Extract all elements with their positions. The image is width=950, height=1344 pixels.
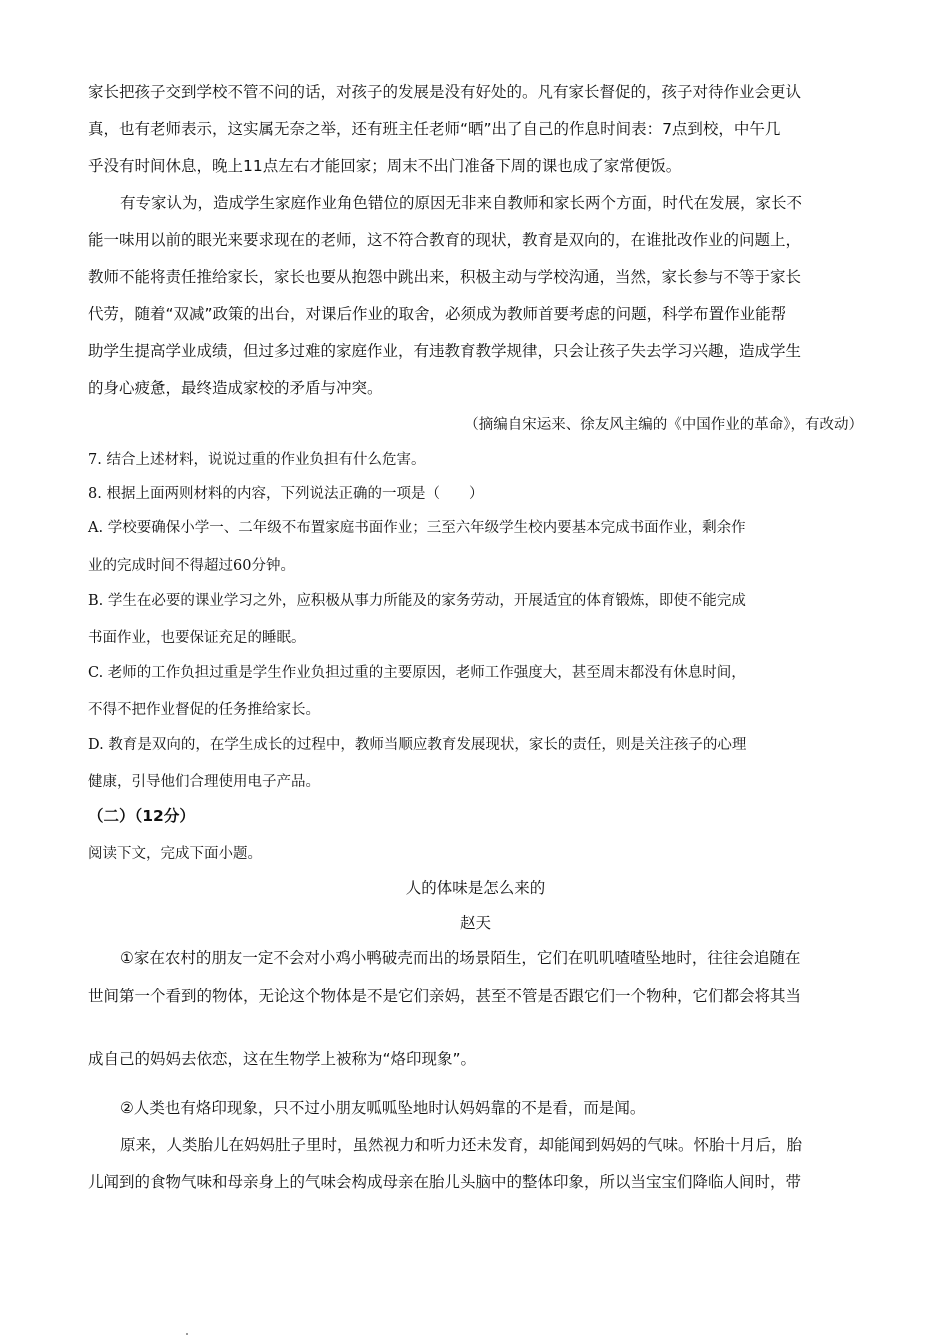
article-title: 人的体味是怎么来的 [405, 879, 546, 897]
option-b-line: 书面作业，也要保证充足的睡眠。 [88, 630, 306, 646]
passage-a-line: 的身心疲惫，最终造成家校的矛盾与冲突。 [88, 379, 383, 397]
article-line: 原来，人类胎儿在妈妈肚子里时，虽然视力和听力还未发育，却能闻到妈妈的气味。怀胎十月后，胎 [120, 1136, 803, 1154]
question-8: 8. 根据上面两则材料的内容，下列说法正确的一项是（ ） [88, 486, 484, 502]
passage-a-line: 教师不能将责任推给家长，家长也要从抱怨中跳出来，积极主动与学校沟通，当然，家长参与不等于家长 [88, 268, 802, 286]
passage-a-line: 能一味用以前的眼光来要求现在的老师，这不符合教育的现状，教育是双向的，在谁批改作业的问题上， [88, 231, 802, 249]
source-citation: （摘编自宋运来、徐友风主编的《中国作业的革命》，有改动） [464, 417, 863, 433]
article-author: 赵天 [459, 914, 491, 932]
option-d-line: 健康，引导他们合理使用电子产品。 [88, 774, 320, 790]
option-b-line: B. 学生在必要的课业学习之外，应积极从事力所能及的家务劳动，开展适宜的体育锻炼，即使不能完成 [88, 593, 746, 609]
article-line: 世间第一个看到的物体，无论这个物体是不是它们亲妈，甚至不管是否跟它们一个物种，它们都会将其当 [88, 987, 802, 1005]
option-a-line: 业的完成时间不得超过60分钟。 [88, 558, 295, 574]
passage-a-line: 乎没有时间休息，晚上11点左右才能回家；周末不出门准备下周的课也成了家常便饭。 [88, 157, 682, 175]
passage-a-line: 家长把孩子交到学校不管不问的话，对孩子的发展是没有好处的。凡有家长督促的，孩子对待作业会更认 [88, 83, 802, 101]
section-heading: （二）（12分） [88, 807, 195, 825]
option-d-line: D. 教育是双向的，在学生成长的过程中，教师当顺应教育发展现状，家长的责任，则是关注孩子的心理 [88, 737, 747, 753]
question-7: 7. 结合上述材料，说说过重的作业负担有什么危害。 [88, 452, 426, 468]
option-a-line: A. 学校要确保小学一、二年级不布置家庭书面作业；三至六年级学生校内要基本完成书面作业，剩余作 [88, 520, 746, 536]
page-dot [186, 1333, 188, 1335]
option-c-line: 不得不把作业督促的任务推给家长。 [88, 702, 320, 718]
reading-instruction: 阅读下文，完成下面小题。 [88, 846, 262, 862]
article-line: 儿闻到的食物气味和母亲身上的气味会构成母亲在胎儿头脑中的整体印象，所以当宝宝们降临人间时，带 [88, 1173, 802, 1191]
article-line: ①家在农村的朋友一定不会对小鸡小鸭破壳而出的场景陌生，它们在叽叽喳喳坠地时，往往会追随在 [120, 949, 801, 967]
option-c-line: C. 老师的工作负担过重是学生作业负担过重的主要原因，老师工作强度大，甚至周末都没有休息时间， [88, 665, 746, 681]
article-line: ②人类也有烙印现象，只不过小朋友呱呱坠地时认妈妈靠的不是看，而是闻。 [120, 1099, 646, 1117]
passage-a-line: 真，也有老师表示，这实属无奈之举，还有班主任老师“晒”出了自己的作息时间表：7点到校，中午几 [88, 120, 781, 138]
passage-a-line: 助学生提高学业成绩，但过多过难的家庭作业，有违教育教学规律，只会让孩子失去学习兴趣，造成学生 [88, 342, 802, 360]
passage-a-line: 代劳，随着“双减”政策的出台，对课后作业的取舍，必须成为教师首要考虑的问题，科学布置作业能帮 [88, 305, 787, 323]
passage-a-line: 有专家认为，造成学生家庭作业角色错位的原因无非来自教师和家长两个方面，时代在发展，家长不 [120, 194, 803, 212]
article-line: 成自己的妈妈去依恋，这在生物学上被称为“烙印现象”。 [88, 1050, 477, 1068]
